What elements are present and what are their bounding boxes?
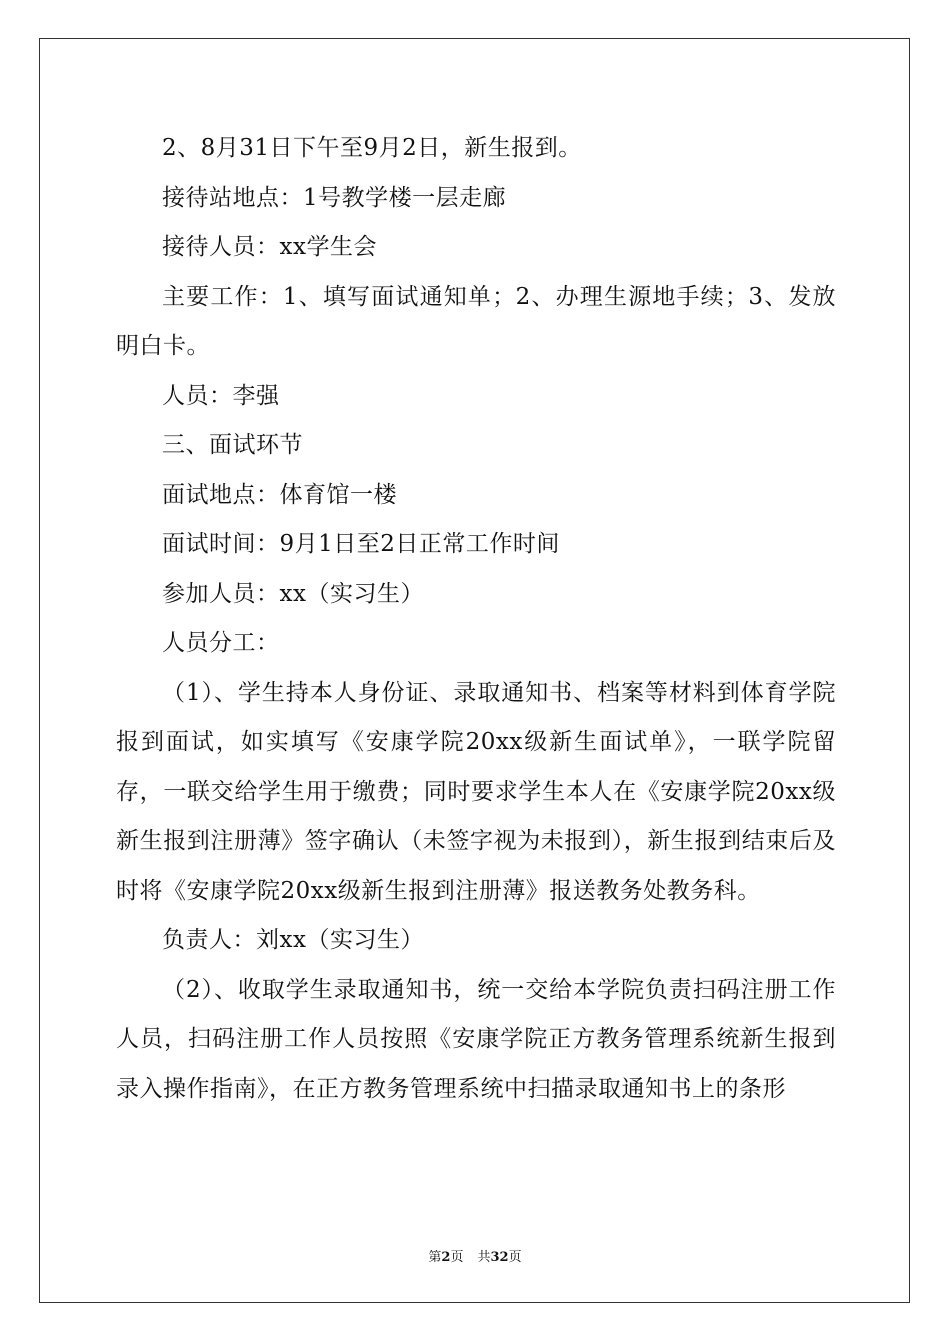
footer-prefix: 第 (428, 1250, 442, 1265)
paragraph: 接待人员：xx学生会 (162, 234, 377, 260)
paragraph: 面试地点：体育馆一楼 (162, 481, 397, 508)
total-pages: 32 (490, 1250, 509, 1265)
page-footer (0, 1246, 950, 1265)
paragraph: 人员分工： (162, 630, 280, 656)
paragraph: 负责人：刘xx（实习生） (162, 927, 424, 953)
paragraph: （1）、学生持本人身份证、录取通知书、档案等材料到体育学院报到面试，如实填写《安康学院20xx级新生面试单》，一联学院留存，一联交给学生用于缴费；同时要求学生本人在《安康学院20xx级新生报到注册薄》签字确认（未签字视为未报到），新生报到结束后及时将《安康学院20xx级新生报到注册薄》报送教务处教务科。 (116, 679, 836, 904)
footer-total-prefix: 共 (477, 1250, 491, 1265)
footer-total-unit: 页 (508, 1250, 522, 1265)
section-heading: 三、面试环节 (162, 432, 303, 458)
paragraph: （2）、收取学生录取通知书，统一交给本学院负责扫码注册工作人员，扫码注册工作人员按照《安康学院正方教务管理系统新生报到录入操作指南》，在正方教务管理系统中扫描录取通知书上的条形 (116, 976, 836, 1102)
paragraph: 人员：李强 (162, 382, 280, 409)
paragraph: 参加人员：xx（实习生） (162, 580, 424, 607)
paragraph: 面试时间：9月1日至2日正常工作时间 (162, 531, 560, 557)
paragraph: 接待站地点：1号教学楼一层走廊 (162, 184, 507, 211)
page-number: 2 (441, 1250, 451, 1265)
paragraph: 主要工作：1、填写面试通知单；2、办理生源地手续；3、发放明白卡。 (116, 283, 836, 359)
document-body (116, 124, 836, 1114)
paragraph: 2、8月31日下午至9月2日，新生报到。 (162, 135, 582, 161)
footer-page-unit: 页 (450, 1250, 464, 1265)
